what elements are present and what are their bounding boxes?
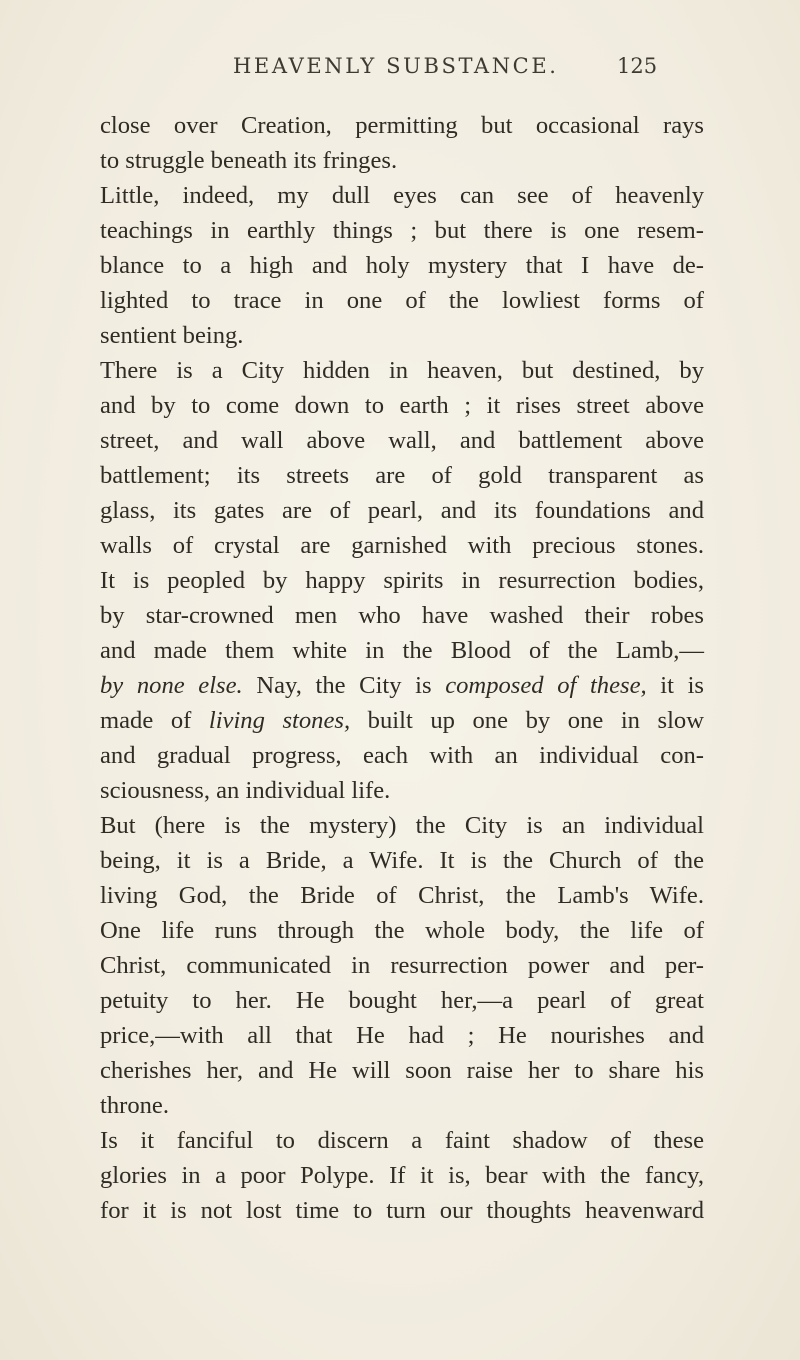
text-line — [100, 178, 704, 213]
text-line — [100, 213, 704, 248]
text-line — [100, 1158, 704, 1193]
text-line — [100, 843, 704, 878]
text-segment: petuity to her. He bought her,—a pearl of great — [100, 987, 704, 1014]
text-line — [100, 1088, 704, 1123]
text-line — [100, 983, 704, 1018]
text-line — [100, 668, 704, 703]
body-text — [100, 108, 704, 1228]
text-line — [100, 773, 704, 808]
text-line — [100, 808, 704, 843]
text-segment: sentient being. — [100, 322, 244, 349]
text-segment: One life runs through the whole body, the life of — [100, 917, 704, 944]
text-line — [100, 423, 704, 458]
text-segment: blance to a high and holy mystery that I have de- — [100, 252, 704, 279]
text-segment: by star-crowned men who have washed their robes — [100, 602, 704, 629]
text-segment: price,—with all that He had ; He nourishes and — [100, 1022, 704, 1049]
text-line — [100, 283, 704, 318]
text-segment: glass, its gates are of pearl, and its foundations and — [100, 497, 704, 524]
text-segment: lighted to trace in one of the lowliest forms of — [100, 287, 704, 314]
text-segment: being, it is a Bride, a Wife. It is the Church of the — [100, 847, 704, 874]
text-line — [100, 388, 704, 423]
text-segment: street, and wall above wall, and battlement above — [100, 427, 704, 454]
italic-text: composed of these, — [445, 672, 647, 699]
text-segment: it is — [646, 672, 704, 699]
text-segment: for it is not lost time to turn our thoughts heavenward — [100, 1197, 704, 1224]
text-line — [100, 1193, 704, 1228]
page-header — [0, 54, 800, 84]
text-line — [100, 248, 704, 283]
text-segment: glories in a poor Polype. If it is, bear with the fancy, — [100, 1162, 704, 1189]
text-segment: throne. — [100, 1092, 169, 1119]
text-line — [100, 318, 704, 353]
text-segment: cherishes her, and He will soon raise her to share his — [100, 1057, 704, 1084]
text-segment: Christ, communicated in resurrection power and per- — [100, 952, 704, 979]
text-line — [100, 458, 704, 493]
text-segment: Little, indeed, my dull eyes can see of heavenly — [100, 182, 704, 209]
text-segment: made of — [100, 707, 209, 734]
italic-text: by none else. — [100, 672, 243, 699]
text-line — [100, 1018, 704, 1053]
text-line — [100, 633, 704, 668]
text-segment: battlement; its streets are of gold transparent as — [100, 462, 704, 489]
running-title: HEAVENLY SUBSTANCE. — [233, 54, 559, 78]
text-segment: built up one by one in slow — [350, 707, 704, 734]
text-segment: Nay, the City is — [242, 672, 446, 699]
text-segment: close over Creation, permitting but occasional rays — [100, 112, 704, 139]
text-line — [100, 563, 704, 598]
text-line — [100, 1123, 704, 1158]
text-line — [100, 108, 704, 143]
text-segment: walls of crystal are garnished with precious stones. — [100, 532, 704, 559]
text-segment: It is peopled by happy spirits in resurrection bodies, — [100, 567, 704, 594]
italic-text: living stones, — [208, 707, 351, 734]
text-segment: sciousness, an individual life. — [100, 777, 391, 804]
text-line — [100, 948, 704, 983]
text-segment: teachings in earthly things ; but there is one resem- — [100, 217, 704, 244]
text-segment: and by to come down to earth ; it rises street above — [100, 392, 704, 419]
text-line — [100, 143, 704, 178]
text-segment: But (here is the mystery) the City is an individual — [100, 812, 704, 839]
text-segment: to struggle beneath its fringes. — [100, 147, 398, 174]
text-line — [100, 878, 704, 913]
text-line — [100, 913, 704, 948]
text-segment: There is a City hidden in heaven, but destined, by — [100, 357, 704, 384]
text-line — [100, 738, 704, 773]
text-segment: and gradual progress, each with an individual con- — [100, 742, 704, 769]
text-segment: Is it fanciful to discern a faint shadow of these — [100, 1127, 704, 1154]
text-segment: and made them white in the Blood of the Lamb,— — [100, 637, 704, 664]
text-line — [100, 353, 704, 388]
text-segment: living God, the Bride of Christ, the Lamb's Wife. — [100, 882, 704, 909]
page-number: 125 — [617, 54, 658, 78]
text-line — [100, 598, 704, 633]
text-line — [100, 493, 704, 528]
text-line — [100, 703, 704, 738]
text-line — [100, 1053, 704, 1088]
text-line — [100, 528, 704, 563]
